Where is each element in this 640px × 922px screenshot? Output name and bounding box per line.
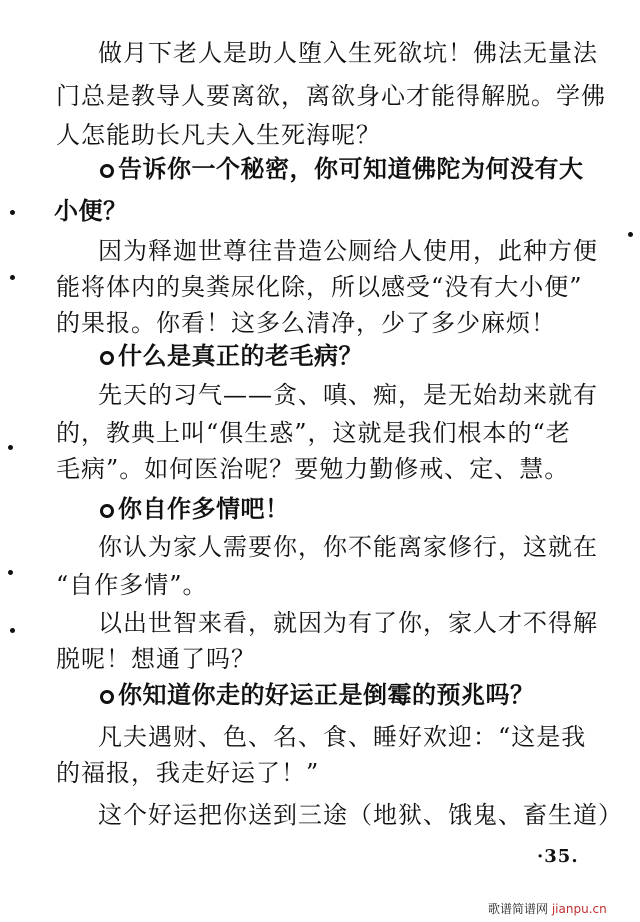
circle-bullet-icon (100, 690, 114, 704)
watermark-site-name: 歌谱简谱网 (488, 902, 549, 916)
circle-bullet-icon (100, 504, 114, 518)
watermark (488, 900, 607, 917)
body-line: 的果报。你看！这多么清净，少了多少麻烦！ (56, 309, 556, 337)
body-line: 凡夫遇财、色、名、食、睡好欢迎：“这是我 (98, 723, 587, 751)
body-line: 你认为家人需要你，你不能离家修行，这就在 (98, 533, 598, 561)
body-line: 以出世智来看，就因为有了你，家人才不得解 (98, 609, 598, 637)
section-heading (100, 680, 535, 710)
section-heading-text: 你知道你走的好运正是倒霉的预兆吗？ (118, 681, 535, 709)
section-heading-continuation: 小便？ (54, 197, 128, 225)
body-line: 人怎能助长凡夫入生死海呢？ (56, 121, 381, 149)
watermark-url: jianpu.cn (551, 902, 607, 916)
body-line: 这个好运把你送到三途（地狱、饿鬼、畜生道） (98, 801, 623, 829)
section-heading-text: 你自作多情吧！ (118, 495, 290, 523)
body-line: 的，教典上叫“俱生惑”，这就是我们根本的“老 (56, 419, 571, 447)
section-heading-text: 什么是真正的老毛病？ (118, 342, 363, 370)
scan-mark (10, 628, 15, 633)
scan-mark (8, 570, 13, 575)
body-line: 能将体内的臭粪尿化除，所以感受“没有大小便” (56, 273, 583, 301)
circle-bullet-icon (100, 164, 114, 178)
section-heading-text: 告诉你一个秘密，你可知道佛陀为何没有大 (118, 155, 584, 183)
scan-mark (10, 210, 15, 215)
section-heading (100, 341, 363, 371)
body-line: 的福报，我走好运了！” (56, 759, 320, 787)
section-heading (100, 494, 290, 524)
page-number: ·35. (537, 846, 579, 867)
body-line: 因为释迦世尊往昔造公厕给人使用，此种方便 (98, 237, 598, 265)
body-line: 脱呢！想通了吗？ (56, 645, 256, 673)
scan-mark (628, 232, 633, 237)
body-line: 门总是教导人要离欲，离欲身心才能得解脱。学佛 (56, 82, 606, 110)
section-heading (100, 154, 584, 184)
body-line: 先天的习气——贪、嗔、痴，是无始劫来就有 (98, 381, 598, 409)
body-line: 毛病”。如何医治呢？要勉力勤修戒、定、慧。 (56, 455, 570, 483)
circle-bullet-icon (100, 351, 114, 365)
body-line: “自作多情”。 (56, 571, 208, 599)
body-line: 做月下老人是助人堕入生死欲坑！佛法无量法 (98, 39, 598, 67)
scan-mark (8, 445, 13, 450)
scan-mark (10, 275, 15, 280)
